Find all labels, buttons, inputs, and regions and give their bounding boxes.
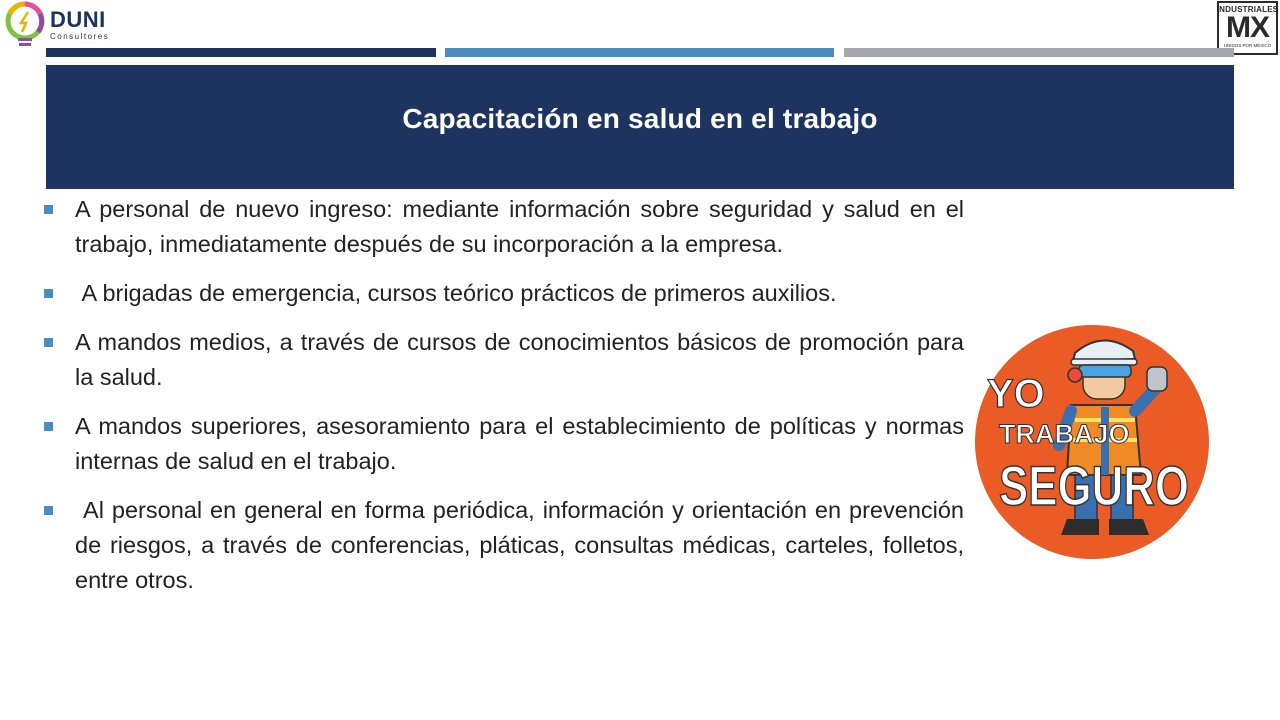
bullet-list xyxy=(44,192,971,612)
bullet-text: A brigadas de emergencia, cursos teórico prácticos de primeros auxilios. xyxy=(75,280,837,306)
top-accent-bar-gray xyxy=(844,48,1234,57)
duni-wordmark: DUNI xyxy=(50,7,106,32)
badge-text-trabajo: TRABAJO xyxy=(999,419,1130,449)
slide-title: Capacitación en salud en el trabajo xyxy=(402,103,878,134)
imx-mark: MX xyxy=(1226,11,1269,44)
square-bullet-icon xyxy=(44,422,53,431)
square-bullet-icon xyxy=(44,289,53,298)
industriales-mx-logo xyxy=(1217,1,1278,55)
bullet-text: A mandos superiores, asesoramiento para el establecimiento de políticas y normas internas de salud en el trabajo. xyxy=(75,413,964,474)
badge-text-yo: YO xyxy=(987,372,1045,416)
bullet-item xyxy=(44,192,964,262)
badge-text-seguro: SEGURO xyxy=(999,454,1189,517)
bullet-text: A mandos medios, a través de cursos de conocimientos básicos de promoción para la salud. xyxy=(75,329,964,390)
imx-tagline: UNIDOS POR MÉXICO xyxy=(1223,43,1272,48)
yo-trabajo-seguro-badge xyxy=(975,325,1209,559)
duni-logo xyxy=(2,0,132,50)
title-banner xyxy=(46,65,1234,189)
square-bullet-icon xyxy=(44,506,53,515)
square-bullet-icon xyxy=(44,205,53,214)
bullet-text: Al personal en general en forma periódica, información y orientación en prevención de riesgos, a través de conferencias, pláticas, consultas médicas, carteles, folletos, entre otros. xyxy=(75,497,971,593)
square-bullet-icon xyxy=(44,338,53,347)
bullet-item xyxy=(44,409,964,479)
bullet-item xyxy=(44,276,964,311)
top-accent-bar-navy xyxy=(46,48,436,57)
duni-subtitle: Consultores xyxy=(50,32,110,41)
bullet-item xyxy=(44,493,971,598)
bullet-text: A personal de nuevo ingreso: mediante información sobre seguridad y salud en el trabajo, inmediatamente después de su incorporación a la empresa. xyxy=(75,196,964,257)
imx-top-text: INDUSTRIALES xyxy=(1216,5,1279,14)
bullet-item xyxy=(44,325,964,395)
lightbulb-icon xyxy=(2,0,48,50)
top-accent-bar-blue xyxy=(445,48,834,57)
